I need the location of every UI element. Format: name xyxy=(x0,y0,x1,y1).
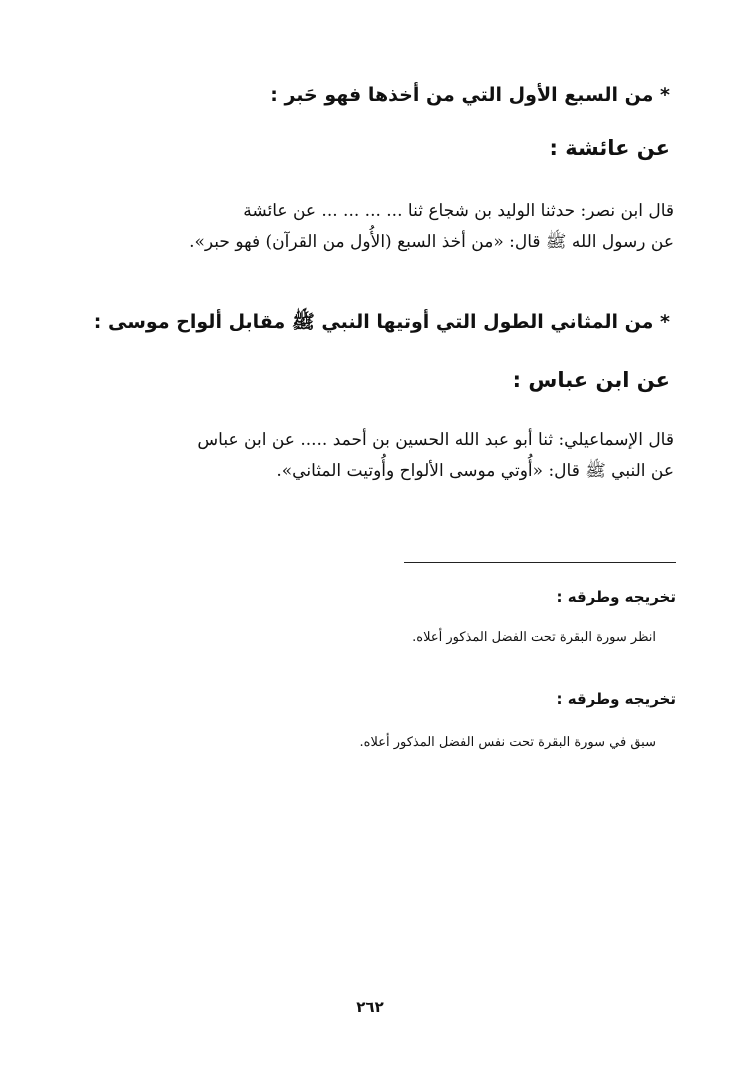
hadith-line: عن النبي ﷺ قال: «أُوتي موسى الألواح وأُوتيت المثاني». xyxy=(276,461,674,481)
section-heading-1: * من السبع الأول التي من أخذها فهو حَبر : xyxy=(270,84,670,106)
footnote-separator xyxy=(404,562,676,563)
footnote-heading-2: تخريجه وطرقه : xyxy=(556,690,676,708)
hadith-line: قال الإسماعيلي: ثنا أبو عبد الله الحسين بن أحمد ..... عن ابن عباس xyxy=(197,430,674,450)
footnote-heading-1: تخريجه وطرقه : xyxy=(556,588,676,606)
narrator-heading-2: عن ابن عباس : xyxy=(512,368,670,392)
hadith-line: قال ابن نصر: حدثنا الوليد بن شجاع ثنا ... ... ... ... عن عائشة xyxy=(243,201,674,221)
hadith-text-2 xyxy=(69,425,674,487)
section-heading-2: * من المثاني الطول التي أوتيها النبي ﷺ مقابل ألواح موسى : xyxy=(93,311,670,333)
footnote-text-2: سبق في سورة البقرة تحت نفس الفضل المذكور أعلاه. xyxy=(359,735,656,750)
footnote-text-1: انظر سورة البقرة تحت الفضل المذكور أعلاه. xyxy=(412,630,656,645)
hadith-text-1 xyxy=(69,196,674,258)
page-number: ٢٦٢ xyxy=(356,998,384,1016)
narrator-heading-1: عن عائشة : xyxy=(549,136,670,160)
hadith-line: عن رسول الله ﷺ قال: «من أخذ السبع (الأُول من القرآن) فهو حبر». xyxy=(189,232,674,252)
